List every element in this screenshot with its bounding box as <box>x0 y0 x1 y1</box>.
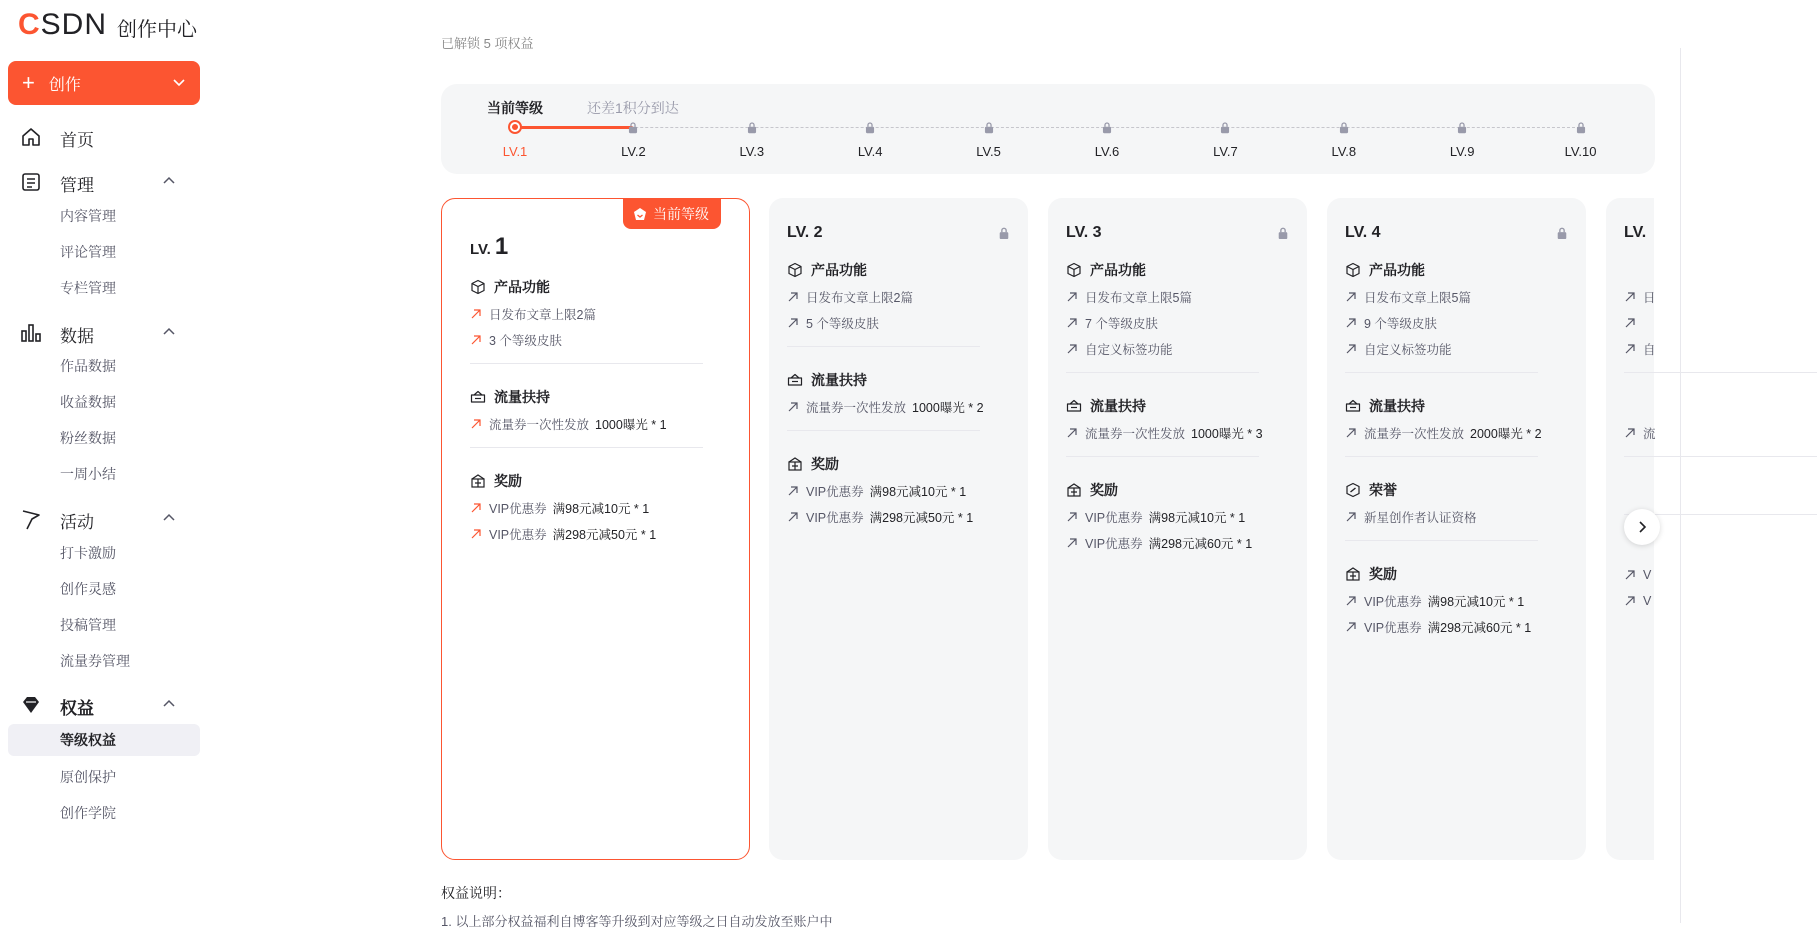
level-card-title: LV. 3 <box>1066 224 1102 241</box>
benefit-item-text: VIP优惠券 <box>1085 537 1143 551</box>
benefit-section-header <box>1624 538 1626 558</box>
level-label[interactable]: LV.4 <box>857 144 883 159</box>
arrow-up-right-icon <box>1345 595 1357 607</box>
benefit-item-text: 9 个等级皮肤 <box>1364 317 1437 331</box>
progress-track <box>515 127 1580 128</box>
level-label[interactable]: LV.3 <box>739 144 765 159</box>
ticket-icon <box>787 372 803 388</box>
benefit-section <box>1624 396 1656 442</box>
benefit-section <box>787 454 1000 526</box>
sidebar-item-label: 首页 <box>60 131 94 150</box>
benefit-item-text: 新星创作者认证资格 <box>1364 511 1477 525</box>
rights-description-title: 权益说明： <box>441 885 511 901</box>
benefit-item-text: 3 个等级皮肤 <box>489 334 562 348</box>
arrow-up-right-icon <box>1345 343 1357 355</box>
benefit-section-title: 奖励 <box>494 473 522 489</box>
benefit-section <box>470 277 721 349</box>
arrow-up-right-icon <box>1066 343 1078 355</box>
gift-icon <box>1066 482 1082 498</box>
level-card-title: LV. <box>1624 224 1647 241</box>
sidebar-item-fans-data[interactable]: 粉丝数据 <box>60 430 116 446</box>
chevron-up-icon <box>162 511 176 525</box>
arrow-up-right-icon <box>787 401 799 413</box>
badge-label: 当前等级 <box>653 206 709 222</box>
arrow-up-right-icon <box>1345 291 1357 303</box>
benefit-section-title: 荣誉 <box>1369 482 1397 498</box>
benefit-section-header <box>1066 396 1279 416</box>
arrow-up-right-icon <box>1345 427 1357 439</box>
benefit-item <box>787 398 1000 416</box>
benefit-section-title: 流量扶持 <box>494 389 550 405</box>
benefit-item <box>1345 314 1558 332</box>
level-card-title: LV. 4 <box>1345 224 1381 241</box>
lock-icon <box>1556 226 1568 240</box>
benefit-section <box>1345 260 1558 358</box>
benefit-item-text: V <box>1643 568 1652 582</box>
level-label[interactable]: LV.6 <box>1094 144 1120 159</box>
benefit-item <box>787 288 1000 306</box>
benefit-item <box>1624 314 1626 332</box>
arrow-up-right-icon <box>787 291 799 303</box>
benefit-item <box>470 305 721 323</box>
benefit-item <box>470 331 721 349</box>
benefit-section-header <box>1345 480 1558 500</box>
rights-description-line: 1. 以上部分权益福利自博客等升级到对应等级之日自动发放至账户中 <box>441 914 833 929</box>
benefit-section <box>1345 396 1558 442</box>
arrow-up-right-icon <box>1345 511 1357 523</box>
section-divider <box>1345 456 1538 457</box>
benefit-section <box>470 387 721 433</box>
benefit-item-text: 流量券一次性发放 <box>489 418 590 432</box>
benefit-item-text: VIP优惠券 <box>1085 511 1143 525</box>
sidebar-item-content-manage[interactable]: 内容管理 <box>60 208 116 224</box>
level-card-title: LV. 2 <box>787 224 823 241</box>
level-number: 1 <box>494 233 509 260</box>
benefit-section-title: 奖励 <box>811 456 839 472</box>
benefit-item-value: 1000曝光 * 1 <box>595 418 667 432</box>
benefit-section-header <box>470 387 721 407</box>
create-button-label: 创作 <box>48 76 81 94</box>
arrow-up-right-icon <box>1624 569 1636 581</box>
lock-icon <box>983 121 995 134</box>
content-border <box>1680 48 1681 923</box>
benefit-section-header <box>1066 260 1279 280</box>
unlocked-summary: 已解锁 5 项权益 <box>441 36 534 51</box>
benefit-section-title: 流量扶持 <box>1369 398 1425 414</box>
benefit-section-header <box>1066 480 1279 500</box>
benefit-item <box>787 482 1000 500</box>
arrow-up-right-icon <box>1345 317 1357 329</box>
benefit-item-text: 自定义标签功能 <box>1364 343 1452 357</box>
home-icon <box>20 126 42 148</box>
level-label[interactable]: LV.1 <box>502 144 528 159</box>
sidebar-group-label: 活动 <box>60 513 94 532</box>
level-label[interactable]: LV.2 <box>621 144 646 159</box>
arrow-up-right-icon <box>470 308 482 320</box>
sidebar-item-weekly-summary[interactable]: 一周小结 <box>60 466 116 482</box>
app-title: 创作中心 <box>117 19 197 41</box>
sidebar-item-income-data[interactable]: 收益数据 <box>60 394 116 410</box>
ticket-icon <box>1066 398 1082 414</box>
benefit-item-text: 日发布文章上限2篇 <box>489 308 596 322</box>
lock-icon <box>1277 226 1289 240</box>
benefit-section-header <box>1624 396 1626 416</box>
arrow-up-right-icon <box>470 418 482 430</box>
sidebar-group-rights[interactable] <box>0 684 210 724</box>
section-divider <box>470 447 703 448</box>
chevron-up-icon <box>162 174 176 188</box>
section-divider <box>1345 540 1538 541</box>
benefit-item-text: 7 个等级皮肤 <box>1085 317 1158 331</box>
level-progress-panel <box>441 84 1655 174</box>
chevron-right-icon <box>1635 520 1649 534</box>
benefit-section-header <box>1624 480 1626 500</box>
benefit-section <box>470 471 721 543</box>
benefit-item-text: VIP优惠券 <box>489 502 547 516</box>
arrow-up-right-icon <box>1345 621 1357 633</box>
arrow-up-right-icon <box>1066 427 1078 439</box>
benefit-item-value: 2000曝光 * 2 <box>1470 427 1542 441</box>
benefit-section-title: 产品功能 <box>1369 262 1425 278</box>
sidebar-item-submission[interactable]: 投稿管理 <box>60 617 116 633</box>
benefit-item-value: 满298元减50元 * 1 <box>869 511 974 525</box>
arrow-up-right-icon <box>1066 317 1078 329</box>
ticket-icon <box>1345 398 1361 414</box>
benefit-section-header <box>1345 260 1558 280</box>
benefit-item-text: V <box>1643 594 1652 608</box>
progress-track-done <box>515 126 633 129</box>
honor-icon <box>1345 482 1361 498</box>
arrow-up-right-icon <box>787 485 799 497</box>
benefit-item-value: 满298元减50元 * 1 <box>552 528 657 542</box>
lock-icon <box>1219 121 1231 134</box>
arrow-up-right-icon <box>1066 537 1078 549</box>
level-card <box>1327 198 1586 860</box>
arrow-up-right-icon <box>787 511 799 523</box>
benefit-item-text: 自 <box>1643 343 1656 357</box>
section-divider <box>1066 456 1259 457</box>
benefit-item <box>1066 534 1279 552</box>
level-card <box>769 198 1028 860</box>
benefit-section <box>1066 260 1279 358</box>
benefit-section <box>1624 480 1626 500</box>
arrow-up-right-icon <box>470 502 482 514</box>
benefit-item-text: 5 个等级皮肤 <box>806 317 879 331</box>
benefit-item <box>1624 592 1652 610</box>
sidebar-item-checkin[interactable]: 打卡激励 <box>60 545 116 561</box>
lock-icon <box>1456 121 1468 134</box>
benefit-section-title: 产品功能 <box>494 279 550 295</box>
sidebar-item-works-data[interactable]: 作品数据 <box>60 358 116 374</box>
benefit-item-value: 满298元减60元 * 1 <box>1148 537 1253 551</box>
benefit-section-header <box>470 471 721 491</box>
benefit-item <box>1066 288 1279 306</box>
arrow-up-right-icon <box>1624 343 1636 355</box>
arrow-up-right-icon <box>1066 291 1078 303</box>
benefit-section <box>1345 564 1558 636</box>
benefit-section-header <box>787 260 1000 280</box>
benefit-item <box>1624 566 1652 584</box>
arrow-up-right-icon <box>1624 427 1636 439</box>
flag-icon <box>20 508 42 530</box>
top-bar <box>0 0 1751 48</box>
benefit-item <box>1066 508 1279 526</box>
benefit-item-value: 满98元减10元 * 1 <box>869 485 967 499</box>
benefit-item <box>1624 288 1656 306</box>
benefit-item-text: VIP优惠券 <box>806 511 864 525</box>
level-label[interactable]: LV.7 <box>1213 144 1238 159</box>
benefit-item-text: VIP优惠券 <box>806 485 864 499</box>
benefit-item <box>1345 508 1558 526</box>
benefit-section-title: 产品功能 <box>1090 262 1146 278</box>
level-label[interactable]: LV.8 <box>1331 144 1357 159</box>
benefit-item-text: 日发布文章上限5篇 <box>1364 291 1471 305</box>
sidebar-item-comment-manage[interactable]: 评论管理 <box>60 244 116 260</box>
sidebar-group-data[interactable] <box>0 312 210 352</box>
benefit-item <box>1345 424 1558 442</box>
benefit-item-value: 满98元减10元 * 1 <box>1427 595 1525 609</box>
lock-icon <box>1101 121 1113 134</box>
arrow-up-right-icon <box>470 334 482 346</box>
section-divider <box>787 430 980 431</box>
benefit-item <box>1066 424 1279 442</box>
sidebar-item-home[interactable] <box>0 116 210 156</box>
benefit-item <box>1066 314 1279 332</box>
create-button[interactable] <box>8 61 200 105</box>
arrow-up-right-icon <box>470 528 482 540</box>
benefit-item <box>470 525 721 543</box>
section-divider <box>1624 456 1817 457</box>
benefit-section-header <box>470 277 721 297</box>
benefit-section <box>1066 480 1279 552</box>
benefit-section-title: 奖励 <box>1090 482 1118 498</box>
benefit-item <box>470 415 721 433</box>
current-level-node <box>508 120 522 134</box>
sidebar-item-column-manage[interactable]: 专栏管理 <box>60 280 116 296</box>
benefit-section-header <box>1345 564 1558 584</box>
csdn-logo[interactable]: CSDN <box>18 8 108 41</box>
lock-icon <box>746 121 758 134</box>
level-prefix: LV. <box>470 241 491 258</box>
level-card <box>441 198 750 860</box>
ticket-icon <box>470 389 486 405</box>
benefit-section <box>1345 480 1558 526</box>
scroll-right-button[interactable] <box>1624 509 1660 545</box>
benefit-item-text: VIP优惠券 <box>1364 595 1422 609</box>
gift-icon <box>787 456 803 472</box>
benefit-section <box>1624 260 1656 358</box>
benefit-section <box>787 370 1000 416</box>
gift-icon <box>470 473 486 489</box>
benefit-item <box>1345 340 1558 358</box>
sidebar-group-manage[interactable] <box>0 161 210 201</box>
benefit-item-text: 流 <box>1643 427 1656 441</box>
benefit-item <box>787 508 1000 526</box>
current-level-badge <box>623 199 721 229</box>
benefit-item-text: VIP优惠券 <box>489 528 547 542</box>
sidebar <box>0 48 210 923</box>
benefit-section <box>787 260 1000 332</box>
tab-next-level[interactable]: 还差1积分到达 <box>587 100 679 116</box>
benefit-item <box>470 499 721 517</box>
benefit-item-text: 流量券一次性发放 <box>806 401 907 415</box>
level-label[interactable]: LV.9 <box>1449 144 1475 159</box>
benefit-section-title: 产品功能 <box>811 262 867 278</box>
benefit-item-text: 日 <box>1643 291 1656 305</box>
cube-icon <box>787 262 803 278</box>
lock-icon <box>1338 121 1350 134</box>
benefit-item-text: 日发布文章上限5篇 <box>1085 291 1192 305</box>
section-divider <box>1624 372 1817 373</box>
benefit-item <box>1345 288 1558 306</box>
sidebar-group-label: 管理 <box>60 176 94 195</box>
lock-icon <box>998 226 1010 240</box>
document-icon <box>20 171 42 193</box>
benefit-item-value: 1000曝光 * 2 <box>912 401 984 415</box>
chevron-up-icon <box>162 325 176 339</box>
sidebar-item-academy[interactable]: 创作学院 <box>60 805 116 821</box>
tab-current-level[interactable]: 当前等级 <box>487 100 543 116</box>
section-divider <box>470 363 703 364</box>
sidebar-item-level-rights[interactable]: 等级权益 <box>8 724 200 756</box>
benefit-item <box>1345 592 1558 610</box>
chevron-up-icon <box>162 697 176 711</box>
benefit-item <box>1066 340 1279 358</box>
arrow-up-right-icon <box>1624 291 1636 303</box>
sidebar-group-label: 权益 <box>60 699 94 718</box>
cube-icon <box>470 279 486 295</box>
benefit-item-text: 自定义标签功能 <box>1085 343 1173 357</box>
sidebar-group-label: 数据 <box>60 327 94 346</box>
benefit-item <box>1624 424 1656 442</box>
cube-icon <box>1066 262 1082 278</box>
level-card <box>1048 198 1307 860</box>
cube-icon <box>1345 262 1361 278</box>
arrow-up-right-icon <box>787 317 799 329</box>
benefit-section-header <box>787 454 1000 474</box>
benefit-section <box>1066 396 1279 442</box>
lock-icon <box>627 121 639 134</box>
benefit-item-text: 流量券一次性发放 <box>1085 427 1186 441</box>
lock-icon <box>1575 121 1587 134</box>
arrow-up-right-icon <box>1624 595 1636 607</box>
benefit-item-text: 流量券一次性发放 <box>1364 427 1465 441</box>
benefit-item-text: VIP优惠券 <box>1364 621 1422 635</box>
level-label[interactable]: LV.10 <box>1564 144 1597 159</box>
level-label[interactable]: LV.5 <box>976 144 1001 159</box>
benefit-section-header <box>1624 260 1626 280</box>
chevron-down-icon <box>172 75 186 89</box>
bar-chart-icon <box>20 322 42 344</box>
benefit-item-value: 1000曝光 * 3 <box>1191 427 1263 441</box>
benefit-section-title: 奖励 <box>1369 566 1397 582</box>
arrow-up-right-icon <box>1066 511 1078 523</box>
benefit-item <box>787 314 1000 332</box>
section-divider <box>1066 372 1259 373</box>
benefit-section-title: 流量扶持 <box>1090 398 1146 414</box>
benefit-item-value: 满98元减10元 * 1 <box>1148 511 1246 525</box>
gift-icon <box>1345 566 1361 582</box>
benefit-section-header <box>787 370 1000 390</box>
badge-icon <box>633 207 647 221</box>
benefit-section-title: 流量扶持 <box>811 372 867 388</box>
lock-icon <box>864 121 876 134</box>
section-divider <box>1345 372 1538 373</box>
plus-icon: + <box>22 70 35 95</box>
benefit-section <box>1624 538 1652 610</box>
benefit-section-header <box>1345 396 1558 416</box>
benefit-item-value: 满98元减10元 * 1 <box>552 502 650 516</box>
benefit-item-value: 满298元减60元 * 1 <box>1427 621 1532 635</box>
section-divider <box>787 346 980 347</box>
sidebar-item-inspiration[interactable]: 创作灵感 <box>60 581 116 597</box>
diamond-icon <box>20 694 42 716</box>
benefit-item-text: 日发布文章上限2篇 <box>806 291 913 305</box>
sidebar-item-original-protect[interactable]: 原创保护 <box>60 769 116 785</box>
sidebar-item-traffic-coupon[interactable]: 流量券管理 <box>60 653 130 669</box>
arrow-up-right-icon <box>1624 317 1636 329</box>
benefit-item <box>1345 618 1558 636</box>
sidebar-group-activity[interactable] <box>0 498 210 538</box>
benefit-item <box>1624 340 1656 358</box>
level-card-title <box>470 233 508 261</box>
